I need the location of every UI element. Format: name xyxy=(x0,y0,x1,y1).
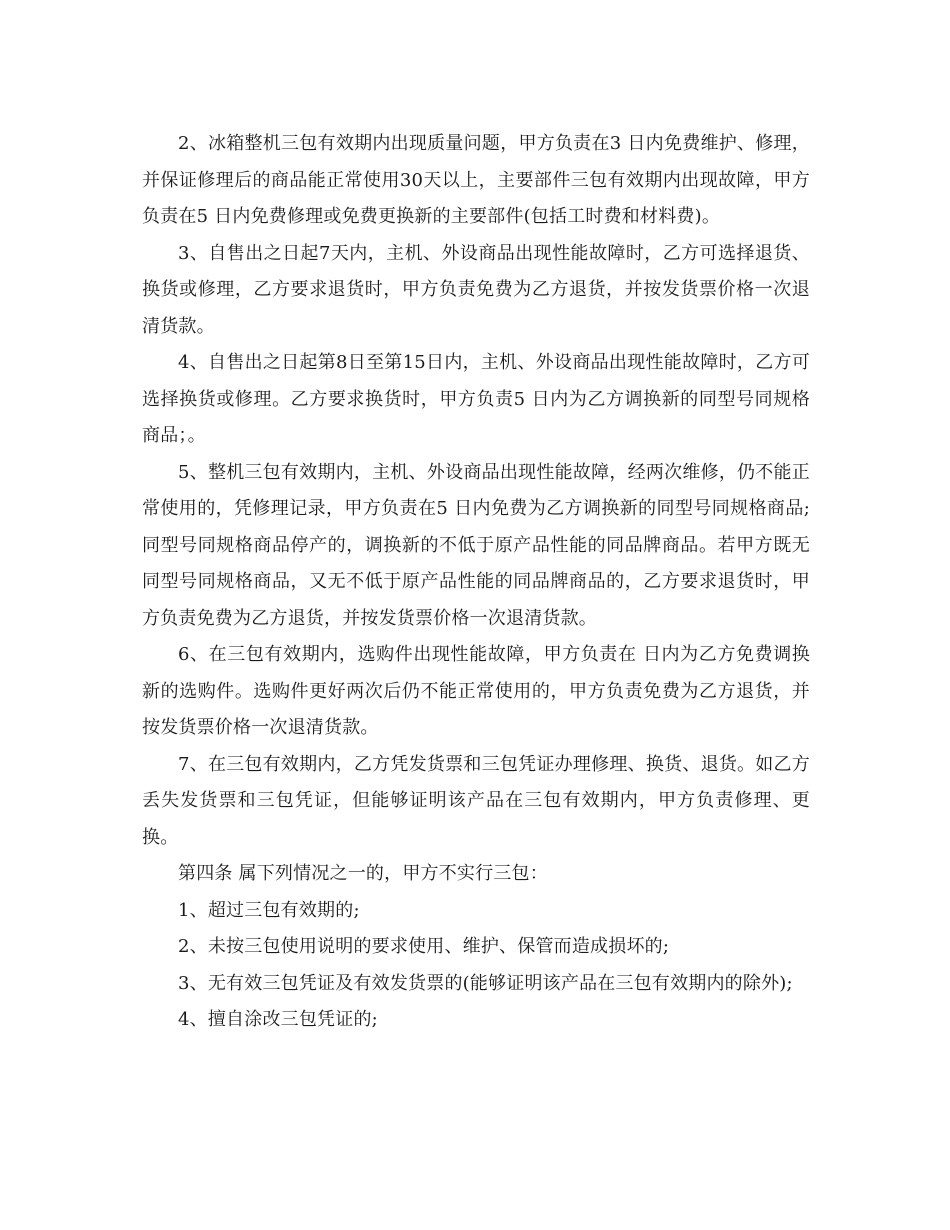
article-4-heading: 第四条 属下列情况之一的，甲方不实行三包： xyxy=(178,863,548,884)
paragraph-item-5-replacement: 5、整机三包有效期内，主机、外设商品出现性能故障，经两次维修，仍不能正常使用的，凭修理记录，甲方负责在5 日内免费为乙方调换新的同型号同规格商品;同型号同规格商品停产的，调换新的不低于原产品性能的同品牌商品。若甲方既无同型号同规格商品，又无不低于原产品性能的同品牌商品的，乙方要求退货时，甲方负责免费为乙方退货，并按发货票价格一次退清货款。 xyxy=(142,461,810,629)
paragraph-item-6-optional-parts: 6、在三包有效期内，选购件出现性能故障，甲方负责在 日内为乙方免费调换新的选购件。选购件更好两次后仍不能正常使用的，甲方负责免费为乙方退货，并按发货票价格一次退清货款。 xyxy=(142,644,810,738)
paragraph-item-7-documents: 7、在三包有效期内，乙方凭发货票和三包凭证办理修理、换货、退货。如乙方丢失发货票和三包凭证，但能够证明该产品在三包有效期内，甲方负责修理、更换。 xyxy=(142,753,810,848)
document-body xyxy=(142,126,810,1039)
exclusion-item-1: 1、超过三包有效期的; xyxy=(178,899,360,921)
exclusion-item-4: 4、擅自涂改三包凭证的; xyxy=(178,1009,378,1030)
paragraph-item-2-repair: 2、冰箱整机三包有效期内出现质量问题，甲方负责在3 日内免费维护、修理，并保证修理后的商品能正常使用30天以上，主要部件三包有效期内出现故障，甲方负责在5 日内免费修理或免费更换新的主要部件(包括工时费和材料费)。 xyxy=(142,133,810,227)
exclusion-item-2: 2、未按三包使用说明的要求使用、维护、保管而造成损坏的; xyxy=(178,936,670,957)
exclusion-item-3: 3、无有效三包凭证及有效发货票的(能够证明该产品在三包有效期内的除外); xyxy=(178,972,793,994)
paragraph-item-3-return: 3、自售出之日起7天内，主机、外设商品出现性能故障时，乙方可选择退货、换货或修理，乙方要求退货时，甲方负责免费为乙方退货，并按发货票价格一次退清货款。 xyxy=(142,242,810,337)
paragraph-item-4-exchange: 4、自售出之日起第8日至第15日内，主机、外设商品出现性能故障时，乙方可选择换货或修理。乙方要求换货时，甲方负责5 日内为乙方调换新的同型号同规格商品；。 xyxy=(142,352,810,446)
